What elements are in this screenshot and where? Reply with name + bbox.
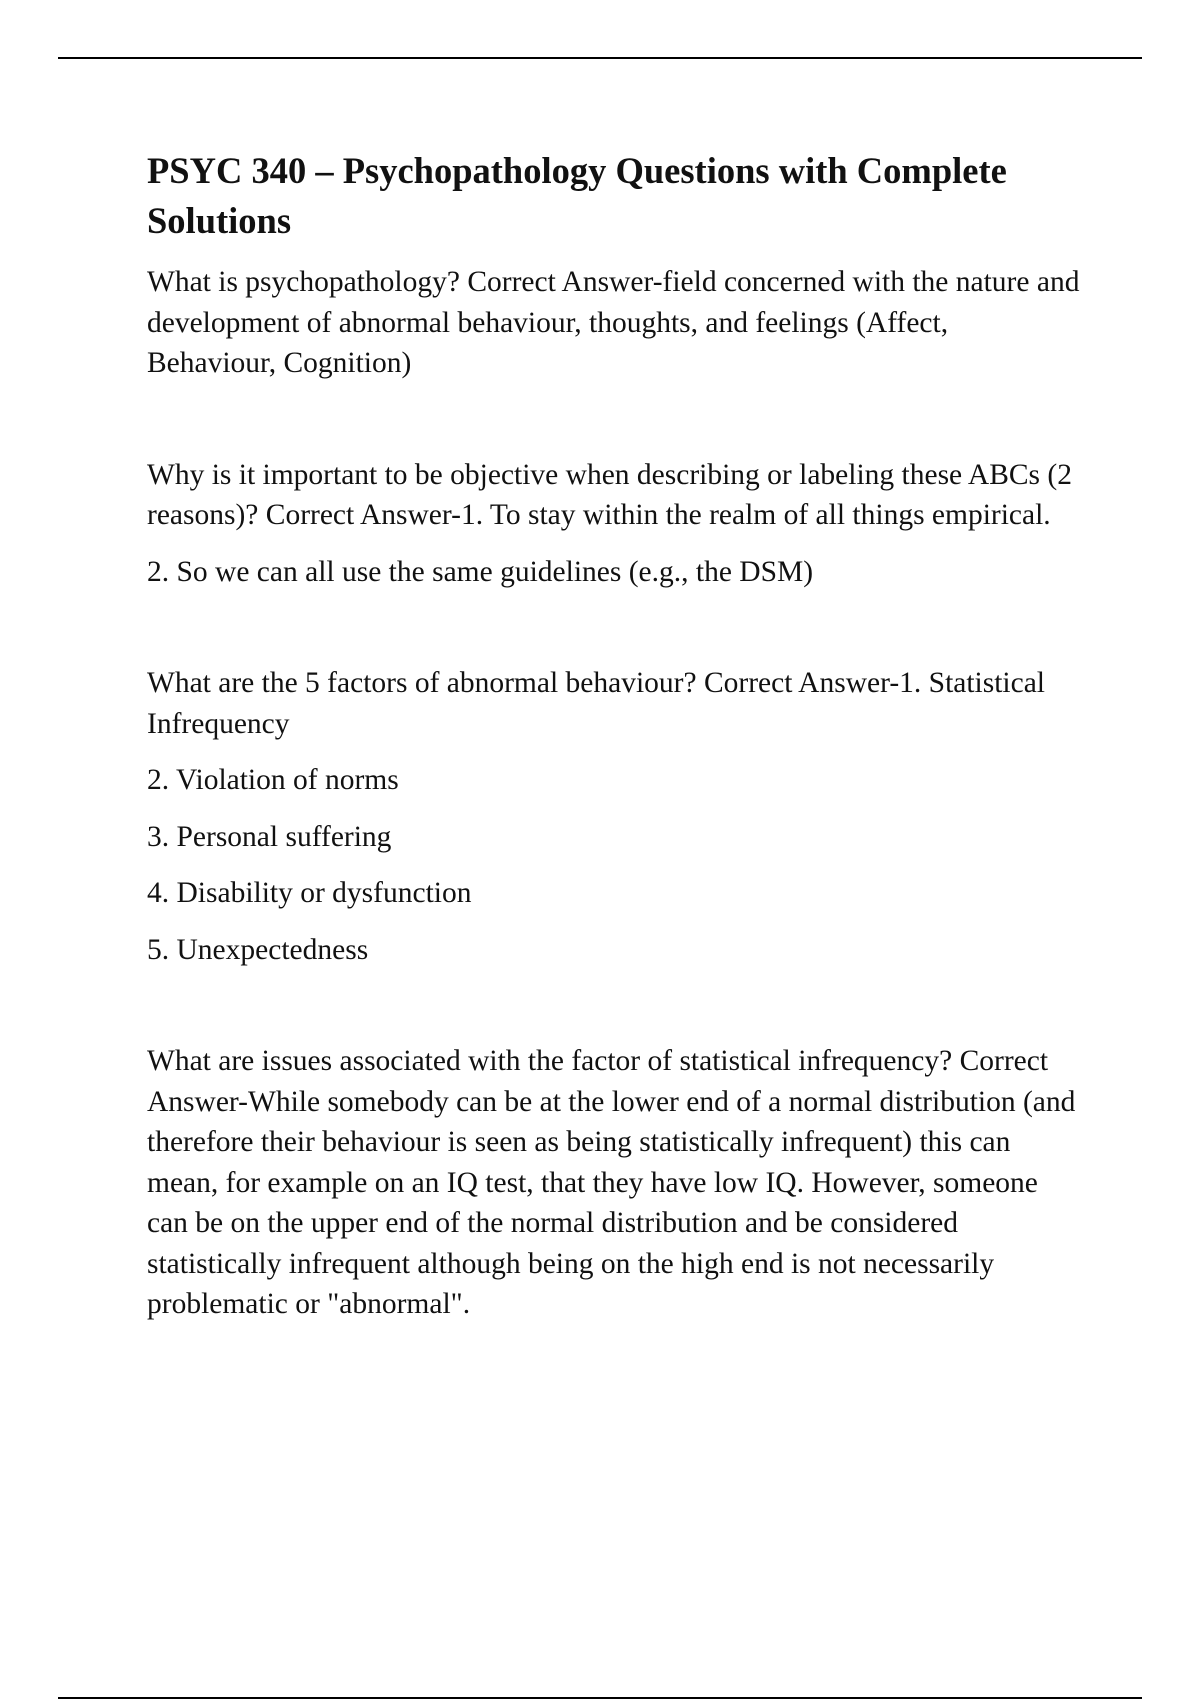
answer-list-item: 5. Unexpectedness — [147, 933, 369, 966]
document-body — [147, 146, 1082, 1325]
answer-list-item: 4. Disability or dysfunction — [147, 877, 472, 909]
qa-block-4 — [147, 1041, 1082, 1325]
answer-list-item: 2. So we can all use the same guidelines (e.g., the DSM) — [147, 555, 814, 588]
answer-list-item: 3. Personal suffering — [147, 820, 392, 853]
bottom-rule — [58, 1697, 1142, 1699]
answer-list-item: 2. Violation of norms — [147, 764, 399, 796]
document-title: PSYC 340 – Psychopathology Questions with Complete Solutions — [147, 150, 1007, 241]
qa-block-1 — [147, 262, 1082, 384]
qa-block-2 — [147, 455, 1082, 593]
qa-text: What are the 5 factors of abnormal behaviour? Correct Answer-1. Statistical Infrequency — [147, 667, 1046, 740]
qa-text: Why is it important to be objective when describing or labeling these ABCs (2 reasons)? Correct Answer-1. To stay within the realm of all things empirical. — [147, 458, 1072, 531]
qa-text: What is psychopathology? Correct Answer-field concerned with the nature and development of abnormal behaviour, thoughts, and feelings (Affect, Behaviour, Cognition) — [147, 266, 1080, 379]
qa-block-3 — [147, 663, 1082, 970]
qa-text: What are issues associated with the factor of statistical infrequency? Correct Answer-While somebody can be at the lower end of a normal distribution (and therefore their behaviour is seen as being statistically infrequent) this can mean, for example on an IQ test, that they have low IQ. However, someone can be on the upper end of the normal distribution and be considered statistically infrequent although being on the high end is not necessarily problematic or "abnormal". — [147, 1045, 1076, 1320]
top-rule — [58, 57, 1142, 59]
